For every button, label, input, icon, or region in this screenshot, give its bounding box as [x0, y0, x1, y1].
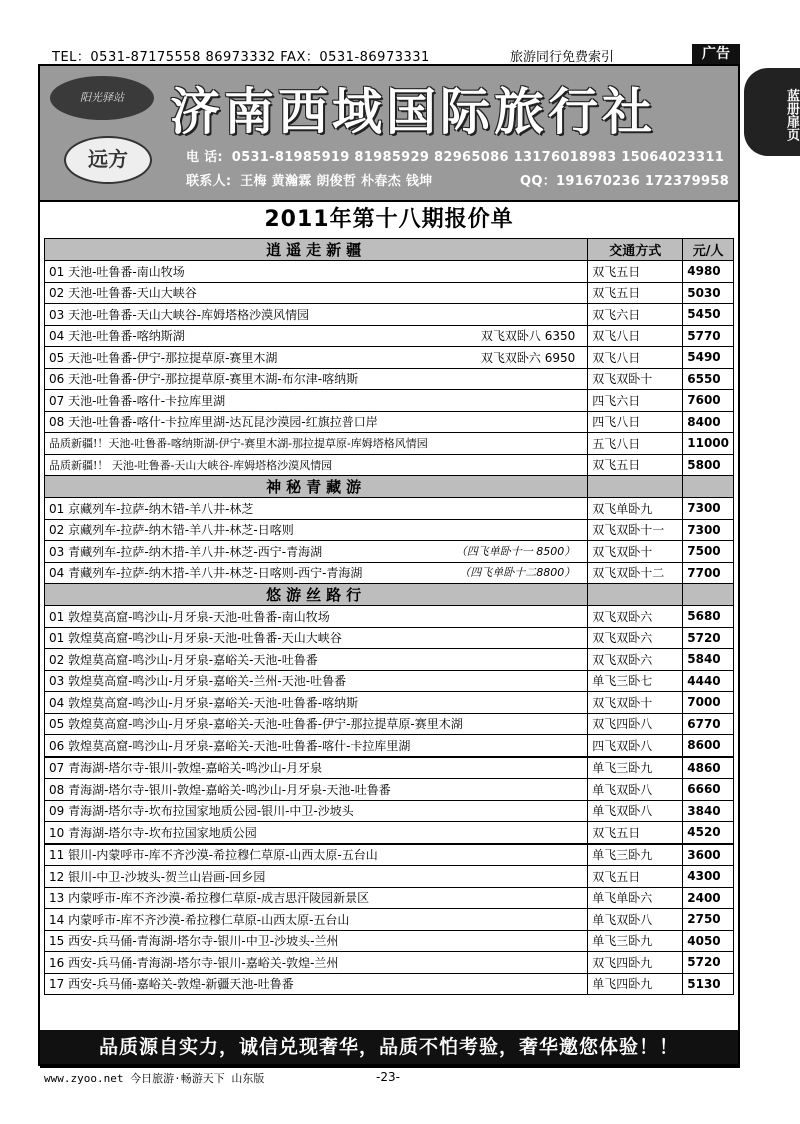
route-row [45, 952, 734, 974]
price-column-header: 元/人 [683, 239, 734, 261]
transport-cell: 单飞三卧九 [588, 930, 683, 952]
transport-column-header [588, 584, 683, 606]
section-title: 悠游丝路行 [45, 584, 588, 606]
route-text: 02 敦煌莫高窟-鸣沙山-月牙泉-嘉峪关-天池-吐鲁番 [49, 652, 318, 667]
transport-cell: 双飞双卧六 [588, 627, 683, 649]
route-cell [45, 779, 588, 801]
price-column-header [683, 584, 734, 606]
route-row [45, 973, 734, 995]
route-row [45, 909, 734, 931]
route-row [45, 498, 734, 520]
route-row [45, 411, 734, 433]
route-text: 品质新疆!！天池-吐鲁番-喀纳斯湖-伊宁-赛里木湖-那拉提草原-库姆塔格风情园 [49, 437, 428, 451]
route-text: 11 银川-内蒙呼市-库不齐沙漠-希拉穆仁草原-山西太原-五台山 [49, 848, 378, 863]
route-cell [45, 735, 588, 757]
route-text: 16 西安-兵马俑-青海湖-塔尔寺-银川-嘉峪关-敦煌-兰州 [49, 955, 339, 970]
logo-seal-icon: 远方 [64, 136, 152, 184]
price-cell: 5130 [683, 973, 734, 995]
route-text: 01 敦煌莫高窟-鸣沙山-月牙泉-天池-吐鲁番-天山大峡谷 [49, 631, 342, 646]
transport-cell: 双飞四卧八 [588, 713, 683, 735]
transport-cell: 四飞八日 [588, 411, 683, 433]
route-cell [45, 282, 588, 304]
route-cell [45, 887, 588, 909]
footer [40, 1066, 740, 1084]
price-table [44, 238, 734, 995]
route-row [45, 713, 734, 735]
transport-column-header: 交通方式 [588, 239, 683, 261]
price-cell: 4980 [683, 261, 734, 283]
route-cell [45, 713, 588, 735]
transport-cell: 双飞五日 [588, 454, 683, 476]
price-column-header [683, 476, 734, 498]
contact-line [186, 170, 730, 189]
transport-cell: 双飞双卧十 [588, 541, 683, 563]
route-cell [45, 627, 588, 649]
route-cell [45, 973, 588, 995]
transport-cell: 单飞四卧九 [588, 973, 683, 995]
phone-label: 电 话: [186, 150, 223, 165]
route-text: 08 天池-吐鲁番-喀什-卡拉库里湖-达瓦昆沙漠园-红旗拉普口岸 [49, 415, 378, 430]
transport-cell: 双飞单卧九 [588, 498, 683, 520]
price-cell: 5720 [683, 627, 734, 649]
phone-numbers: 0531-81985919 81985929 82965086 13176018983 15064023311 [231, 150, 725, 165]
transport-cell: 双飞双卧十二 [588, 562, 683, 584]
transport-cell: 双飞双卧十一 [588, 519, 683, 541]
route-cell [45, 541, 588, 563]
route-text: 08 青海湖-塔尔寺-银川-敦煌-嘉峪关-鸣沙山-月牙泉-天池-吐鲁番 [49, 782, 391, 797]
route-row [45, 541, 734, 563]
logo-oval-icon: 阳光驿站 [50, 76, 154, 120]
route-cell [45, 822, 588, 844]
index-text: 旅游同行免费索引 [510, 50, 615, 65]
route-text: 04 敦煌莫高窟-鸣沙山-月牙泉-嘉峪关-天池-吐鲁番-喀纳斯 [49, 695, 359, 710]
route-row [45, 887, 734, 909]
route-text: 09 青海湖-塔尔寺-坎布拉国家地质公园-银川-中卫-沙坡头 [49, 804, 354, 819]
route-text: 12 银川-中卫-沙坡头-贺兰山岩画-回乡园 [49, 869, 266, 884]
price-cell: 5680 [683, 606, 734, 628]
transport-cell: 双飞五日 [588, 282, 683, 304]
transport-cell: 五飞八日 [588, 433, 683, 455]
price-cell: 5450 [683, 304, 734, 326]
price-cell: 7700 [683, 562, 734, 584]
price-cell: 5490 [683, 347, 734, 369]
transport-cell: 单飞三卧九 [588, 757, 683, 779]
price-cell: 4050 [683, 930, 734, 952]
section-header [45, 584, 734, 606]
price-cell: 2400 [683, 887, 734, 909]
route-text: 10 青海湖-塔尔寺-坎布拉国家地质公园 [49, 825, 257, 840]
price-list-title: 2011年第十八期报价单 [264, 207, 514, 232]
route-cell [45, 692, 588, 714]
price-cell: 4860 [683, 757, 734, 779]
route-row [45, 649, 734, 671]
route-text: 01 敦煌莫高窟-鸣沙山-月牙泉-天池-吐鲁番-南山牧场 [49, 609, 330, 624]
route-text: 03 敦煌莫高窟-鸣沙山-月牙泉-嘉峪关-兰州-天池-吐鲁番 [49, 674, 347, 689]
route-row [45, 325, 734, 347]
transport-cell: 双飞八日 [588, 325, 683, 347]
route-text: 04 青藏列车-拉萨-纳木措-羊八井-林芝-日喀则-西宁-青海湖 [49, 566, 363, 581]
route-row [45, 606, 734, 628]
price-cell: 4520 [683, 822, 734, 844]
route-text: 13 内蒙呼市-库不齐沙漠-希拉穆仁草原-成吉思汗陵园新景区 [49, 891, 370, 906]
route-text: 03 青藏列车-拉萨-纳木措-羊八井-林芝-西宁-青海湖 [49, 544, 323, 559]
transport-cell: 双飞四卧九 [588, 952, 683, 974]
route-row [45, 519, 734, 541]
route-cell [45, 498, 588, 520]
transport-cell: 双飞八日 [588, 347, 683, 369]
price-cell: 8400 [683, 411, 734, 433]
route-text: 06 敦煌莫高窟-鸣沙山-月牙泉-嘉峪关-天池-吐鲁番-喀什-卡拉库里湖 [49, 738, 411, 753]
route-cell [45, 304, 588, 326]
price-cell: 8600 [683, 735, 734, 757]
route-text: 05 敦煌莫高窟-鸣沙山-月牙泉-嘉峪关-天池-吐鲁番-伊宁-那拉提草原-赛里木湖 [49, 717, 463, 732]
route-cell [45, 433, 588, 455]
route-row [45, 757, 734, 779]
transport-cell: 单飞双卧八 [588, 800, 683, 822]
route-row [45, 800, 734, 822]
route-row [45, 368, 734, 390]
transport-cell: 单飞三卧九 [588, 844, 683, 866]
side-tab: 蓝册扉页 [744, 68, 800, 156]
route-row [45, 822, 734, 844]
transport-cell: 四飞六日 [588, 390, 683, 412]
footer-site: www.zyoo.net 今日旅游·畅游天下 山东版 [44, 1072, 265, 1085]
transport-cell: 单飞单卧六 [588, 887, 683, 909]
route-cell [45, 844, 588, 866]
route-text: 07 青海湖-塔尔寺-银川-敦煌-嘉峪关-鸣沙山-月牙泉 [49, 761, 323, 776]
section-title: 逍遥走新疆 [45, 239, 588, 261]
route-row [45, 692, 734, 714]
route-text: 17 西安-兵马俑-嘉峪关-敦煌-新疆天池-吐鲁番 [49, 977, 294, 992]
route-row [45, 670, 734, 692]
route-text: 07 天池-吐鲁番-喀什-卡拉库里湖 [49, 393, 226, 408]
section-header [45, 239, 734, 261]
route-alt-note: 双飞双卧八 6350 [480, 329, 576, 344]
tel-fax-text: TEL：0531-87175558 86973332 FAX：0531-86973331 [52, 50, 430, 65]
route-cell [45, 952, 588, 974]
route-row [45, 304, 734, 326]
transport-cell: 双飞六日 [588, 304, 683, 326]
route-text: 03 天池-吐鲁番-天山大峡谷-库姆塔格沙漠风情园 [49, 307, 310, 322]
transport-cell: 双飞双卧十 [588, 368, 683, 390]
route-text: 01 京藏列车-拉萨-纳木错-羊八井-林芝 [49, 501, 254, 516]
price-cell: 11000 [683, 433, 734, 455]
price-cell: 7300 [683, 498, 734, 520]
route-row [45, 454, 734, 476]
page-number: -23- [376, 1070, 400, 1084]
route-row [45, 735, 734, 757]
transport-cell: 双飞双卧十 [588, 692, 683, 714]
route-alt-note: （四飞单卧十二8800） [459, 566, 576, 580]
slogan-banner: 品质源自实力，诚信兑现奢华，品质不怕考验，奢华邀您体验！！ [40, 1030, 738, 1064]
route-alt-note: （四飞单卧十一 8500） [455, 544, 576, 558]
route-cell [45, 519, 588, 541]
route-row [45, 390, 734, 412]
route-row [45, 433, 734, 455]
route-row [45, 930, 734, 952]
route-cell [45, 325, 588, 347]
price-cell: 3600 [683, 844, 734, 866]
route-cell [45, 866, 588, 888]
route-row [45, 844, 734, 866]
transport-cell: 单飞双卧八 [588, 779, 683, 801]
transport-cell: 双飞双卧六 [588, 606, 683, 628]
route-row [45, 866, 734, 888]
transport-cell: 四飞双卧八 [588, 735, 683, 757]
price-cell: 5770 [683, 325, 734, 347]
route-cell [45, 800, 588, 822]
transport-cell: 单飞双卧八 [588, 909, 683, 931]
price-cell: 7000 [683, 692, 734, 714]
route-text: 01 天池-吐鲁番-南山牧场 [49, 264, 185, 279]
price-cell: 7300 [683, 519, 734, 541]
route-text: 15 西安-兵马俑-青海湖-塔尔寺-银川-中卫-沙坡头-兰州 [49, 934, 339, 949]
price-cell: 4440 [683, 670, 734, 692]
agency-name: 济南西域国际旅行社 [170, 82, 656, 141]
price-cell: 2750 [683, 909, 734, 931]
price-cell: 4300 [683, 866, 734, 888]
transport-cell: 单飞三卧七 [588, 670, 683, 692]
route-cell [45, 757, 588, 779]
route-cell [45, 454, 588, 476]
route-alt-note: 双飞双卧六 6950 [480, 350, 576, 365]
route-row [45, 779, 734, 801]
price-cell: 5840 [683, 649, 734, 671]
route-text: 02 天池-吐鲁番-天山大峡谷 [49, 286, 197, 301]
route-text: 04 天池-吐鲁番-喀纳斯湖 [49, 329, 185, 344]
route-text: 05 天池-吐鲁番-伊宁-那拉提草原-赛里木湖 [49, 350, 278, 365]
transport-cell: 双飞五日 [588, 261, 683, 283]
agency-header [40, 66, 738, 202]
route-row [45, 261, 734, 283]
route-cell [45, 649, 588, 671]
transport-column-header [588, 476, 683, 498]
route-row [45, 627, 734, 649]
route-cell [45, 670, 588, 692]
price-cell: 5030 [683, 282, 734, 304]
route-row [45, 282, 734, 304]
route-row [45, 347, 734, 369]
price-cell: 6770 [683, 713, 734, 735]
price-cell: 7500 [683, 541, 734, 563]
route-cell [45, 909, 588, 931]
section-title: 神秘青藏游 [45, 476, 588, 498]
route-text: 品质新疆!！ 天池-吐鲁番-天山大峡谷-库姆塔格沙漠风情园 [49, 458, 333, 472]
route-cell [45, 606, 588, 628]
price-cell: 6550 [683, 368, 734, 390]
top-contact-line [40, 44, 740, 64]
ad-badge: 广告 [692, 44, 740, 64]
price-cell: 3840 [683, 800, 734, 822]
contact-names: 王梅 黄瀚霖 朗俊哲 朴春杰 钱坤 [240, 174, 433, 189]
route-cell [45, 390, 588, 412]
price-cell: 5800 [683, 454, 734, 476]
route-cell [45, 368, 588, 390]
route-text: 02 京藏列车-拉萨-纳木错-羊八井-林芝-日喀则 [49, 523, 294, 538]
route-text: 14 内蒙呼市-库不齐沙漠-希拉穆仁草原-山西太原-五台山 [49, 912, 350, 927]
contact-label: 联系人: [186, 174, 232, 189]
transport-cell: 双飞双卧六 [588, 649, 683, 671]
price-cell: 5720 [683, 952, 734, 974]
section-header [45, 476, 734, 498]
price-cell: 6660 [683, 779, 734, 801]
route-cell [45, 261, 588, 283]
route-row [45, 562, 734, 584]
route-cell [45, 347, 588, 369]
qq-numbers: QQ：191670236 172379958 [520, 174, 730, 189]
route-cell [45, 411, 588, 433]
route-cell [45, 930, 588, 952]
transport-cell: 双飞五日 [588, 866, 683, 888]
route-text: 06 天池-吐鲁番-伊宁-那拉提草原-赛里木湖-布尔津-喀纳斯 [49, 372, 359, 387]
route-cell [45, 562, 588, 584]
price-cell: 7600 [683, 390, 734, 412]
transport-cell: 双飞五日 [588, 822, 683, 844]
phone-line [186, 146, 724, 165]
